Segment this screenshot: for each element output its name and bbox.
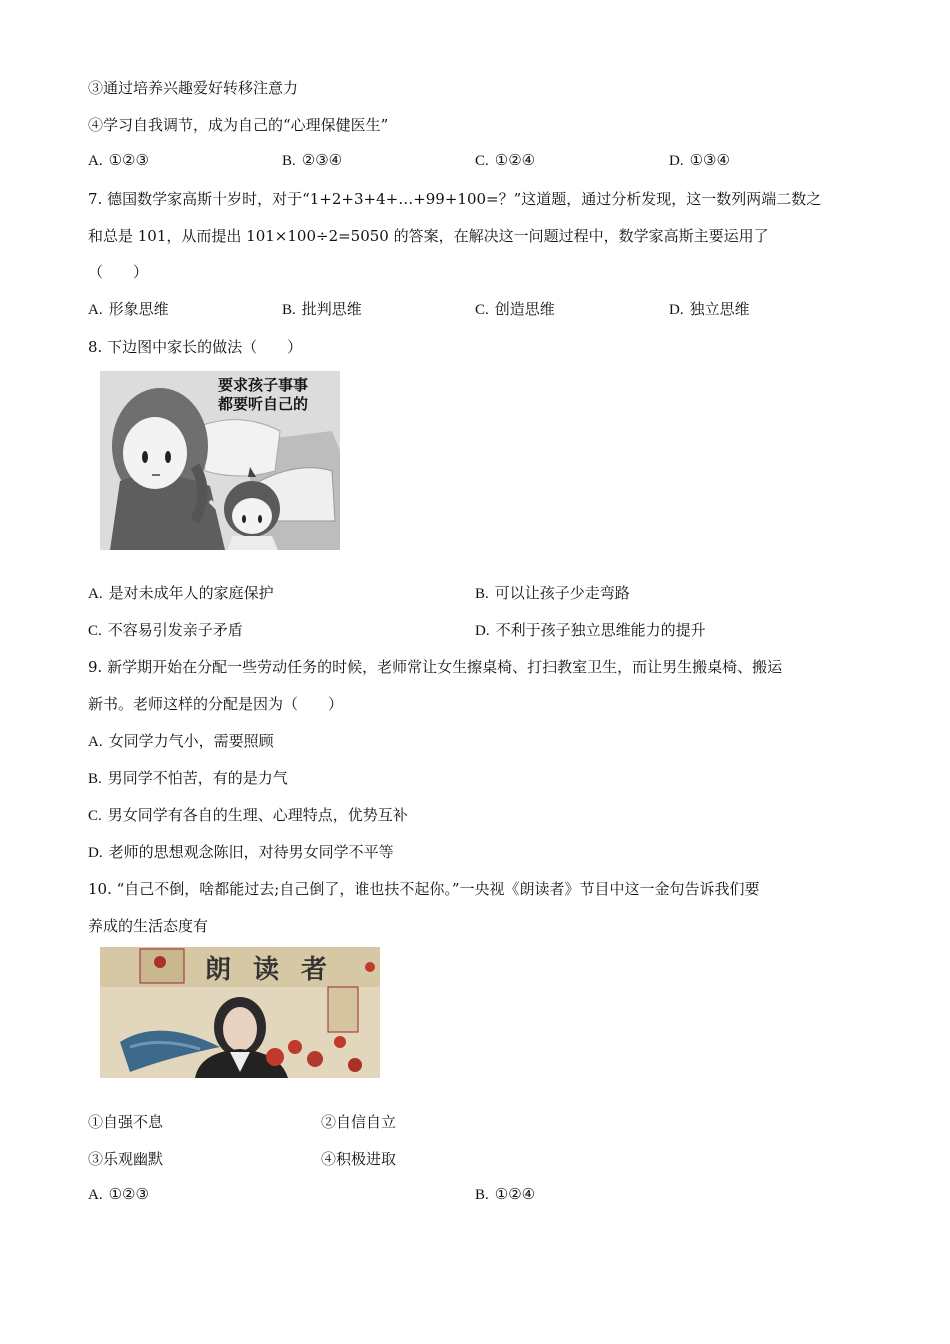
q8-option-a[interactable]: A. 是对未成年人的家庭保护: [88, 584, 274, 602]
q9-option-c[interactable]: C. 男女同学有各自的生理、心理特点，优势互补: [88, 806, 408, 824]
q9-option-a[interactable]: A. 女同学力气小，需要照顾: [88, 732, 274, 750]
q8-stem: 8. 下边图中家长的做法（ ）: [88, 338, 303, 356]
q7-option-b[interactable]: B. 批判思维: [282, 300, 362, 318]
q9-option-b[interactable]: B. 男同学不怕苦，有的是力气: [88, 769, 288, 787]
q6-option-b[interactable]: B. ②③④: [282, 151, 343, 169]
q7-stem-line-3: （ ）: [88, 263, 149, 281]
cartoon-caption-line-1: 要求孩子事事: [218, 376, 309, 394]
q10-stem-line-1: 10. “自己不倒，啥都能过去;自己倒了，谁也扶不起你。”一央视《朗读者》节目中这一金句告诉我们要: [88, 880, 760, 898]
q8-option-d[interactable]: D. 不利于孩子独立思维能力的提升: [475, 621, 706, 639]
q7-option-a[interactable]: A. 形象思维: [88, 300, 169, 318]
q10-item-3: ③乐观幽默: [88, 1150, 164, 1168]
parent-child-cartoon: [100, 371, 340, 550]
q7-option-c[interactable]: C. 创造思维: [475, 300, 555, 318]
q9-stem-line-1: 9. 新学期开始在分配一些劳动任务的时候，老师常让女生擦桌椅、打扫教室卫生，而让男生搬桌椅、搬运: [88, 658, 783, 676]
q10-item-2: ②自信自立: [321, 1113, 397, 1131]
q10-option-a[interactable]: A. ①②③: [88, 1185, 149, 1203]
q8-option-b[interactable]: B. 可以让孩子少走弯路: [475, 584, 630, 602]
q8-option-c[interactable]: C. 不容易引发亲子矛盾: [88, 621, 243, 639]
q9-stem-line-2: 新书。老师这样的分配是因为（ ）: [88, 695, 344, 713]
q6-option-c[interactable]: C. ①②④: [475, 151, 536, 169]
q6-option-d[interactable]: D. ①③④: [669, 151, 730, 169]
q7-stem-line-1: 7. 德国数学家高斯十岁时，对于“1+2+3+4+…+99+100=？”这道题，通过分析发现，这一数列两端二数之: [88, 190, 822, 208]
reader-program-poster: [100, 947, 380, 1078]
q10-item-1: ①自强不息: [88, 1113, 164, 1131]
q10-stem-line-2: 养成的生活态度有: [88, 917, 209, 935]
q10-item-4: ④积极进取: [321, 1150, 397, 1168]
q7-option-d[interactable]: D. 独立思维: [669, 300, 750, 318]
q6-item-3: ③通过培养兴趣爱好转移注意力: [88, 79, 299, 97]
q6-item-4: ④学习自我调节，成为自己的“心理保健医生”: [88, 116, 389, 134]
q7-stem-line-2: 和总是 101，从而提出 101×100÷2=5050 的答案，在解决这一问题过程中，数学家高斯主要运用了: [88, 227, 769, 245]
q10-option-b[interactable]: B. ①②④: [475, 1185, 536, 1203]
cartoon-caption-line-2: 都要听自己的: [218, 395, 309, 413]
poster-title: 朗读者: [205, 955, 350, 985]
q6-option-a[interactable]: A. ①②③: [88, 151, 149, 169]
q9-option-d[interactable]: D. 老师的思想观念陈旧，对待男女同学不平等: [88, 843, 394, 861]
